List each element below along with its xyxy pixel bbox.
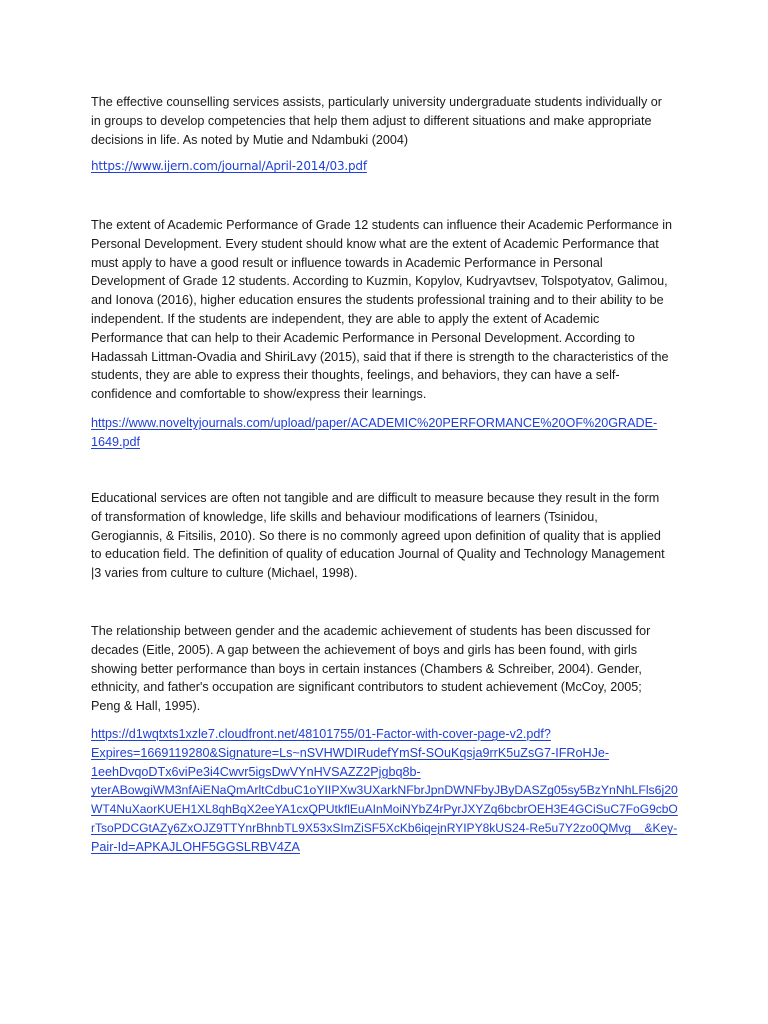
text-line: |3 varies from culture to culture (Michael, 1998). — [91, 566, 358, 581]
text-line: The extent of Academic Performance of Grade 12 students can influence their Academic Performance in — [91, 218, 673, 232]
text-line: Gerogiannis, & Fitsilis, 2010). So there is no commonly agreed upon definition of quality that is applied — [91, 528, 661, 543]
paragraph-academic-performance — [91, 216, 681, 404]
text-line: Peng & Hall, 1995). — [91, 699, 201, 714]
text-line: decades (Eitle, 2005). A gap between the achievement of boys and girls has been found, with girls — [91, 642, 638, 657]
link-line[interactable]: yterABowgiWM3nfAiENaQmArltCdbuC1oYIIPXw3UXarkNFbrJpnDWNFbyJByDASZg05sy5BzYnNhLFls6j20 — [91, 783, 678, 798]
link-line[interactable]: https://d1wqtxts1xzle7.cloudfront.net/48101755/01-Factor-with-cover-page-v2.pdf? — [91, 727, 551, 741]
text-line: in groups to develop competencies that help them adjust to different situations and make appropriate — [91, 113, 652, 128]
text-line: showing better performance than boys in certain instances (Chambers & Schreiber, 2004). Gender, — [91, 661, 642, 676]
text-line: independent. If the students are independent, they are able to apply the extent of Academic — [91, 311, 600, 326]
text-line: Personal Development. Every student should know what are the extent of Academic Performance that — [91, 236, 659, 251]
paragraph-educational-services — [91, 489, 681, 583]
link-line[interactable]: rTsoPDCGtAZy6ZxOJZ9TTYnrBhnbTL9X53xSImZiSF5XcKb6iqejnRYIPY8kUS24-Re5u7Y2zo0QMvg__&Key- — [91, 820, 678, 835]
link-line[interactable]: WT4NuXaorKUEH1XL8qhBqX2eeYA1cxQPUtkflEuAInMoiNYbZ4rPyrJXYZq6bcbrOEH3E4GCiSuC7FoG9cbO — [91, 802, 678, 817]
reference-link-noveltyjournals[interactable] — [91, 414, 681, 452]
link-line[interactable]: 1eehDvqoDTx6viPe3i4Cwvr5igsDwVYnHVSAZZ2Pjgbq8b- — [91, 764, 421, 779]
link-line[interactable]: 1649.pdf — [91, 434, 141, 449]
paragraph-counselling-services — [91, 93, 681, 149]
reference-link-cloudfront[interactable] — [91, 725, 681, 857]
text-line: The effective counselling services assists, particularly university undergraduate students individually or — [91, 95, 662, 109]
reference-link-ijern[interactable] — [91, 157, 681, 176]
text-line: decisions in life. As noted by Mutie and Ndambuki (2004) — [91, 132, 409, 147]
text-line: to education field. The definition of quality of education Journal of Quality and Technology Management — [91, 547, 665, 562]
link-line[interactable]: https://www.noveltyjournals.com/upload/paper/ACADEMIC%20PERFORMANCE%20OF%20GRADE- — [91, 416, 658, 430]
text-line: and Ionova (2016), higher education ensures the students professional training and to their ability to be — [91, 293, 664, 308]
link-line[interactable]: Pair-Id=APKAJLOHF5GGSLRBV4ZA — [91, 839, 300, 854]
text-line: confidence and comfortable to show/express their learnings. — [91, 387, 427, 402]
text-line: students, they are able to express their thoughts, feelings, and behaviors, they can have a self- — [91, 368, 620, 383]
text-line: ethnicity, and father's occupation are significant contributors to student achievement (McCoy, 2005; — [91, 680, 642, 695]
link-line[interactable]: Expires=1669119280&Signature=Ls~nSVHWDIRudefYmSf-SOuKqsja9rrK5uZsG7-IFRoHJe- — [91, 745, 610, 760]
text-line: Educational services are often not tangible and are difficult to measure because they result in the form — [91, 491, 660, 505]
paragraph-gender-achievement — [91, 622, 681, 716]
text-line: Development of Grade 12 students. According to Kuzmin, Kopylov, Kudryavtsev, Tolspotyatov, Galimou, — [91, 274, 668, 289]
text-line: of transformation of knowledge, life skills and behaviour modifications of learners (Tsinidou, — [91, 509, 598, 524]
link-line[interactable]: https://www.ijern.com/journal/April-2014/03.pdf — [91, 159, 367, 173]
text-line: Performance that can help to their Academic Performance in Personal Development. According to — [91, 330, 635, 345]
text-line: must apply to have a good result or influence towards in Academic Performance in Personal — [91, 255, 603, 270]
text-line: Hadassah Littman-Ovadia and ShiriLavy (2015), said that if there is strength to the characteristics of the — [91, 349, 669, 364]
text-line: The relationship between gender and the academic achievement of students has been discussed for — [91, 624, 651, 638]
